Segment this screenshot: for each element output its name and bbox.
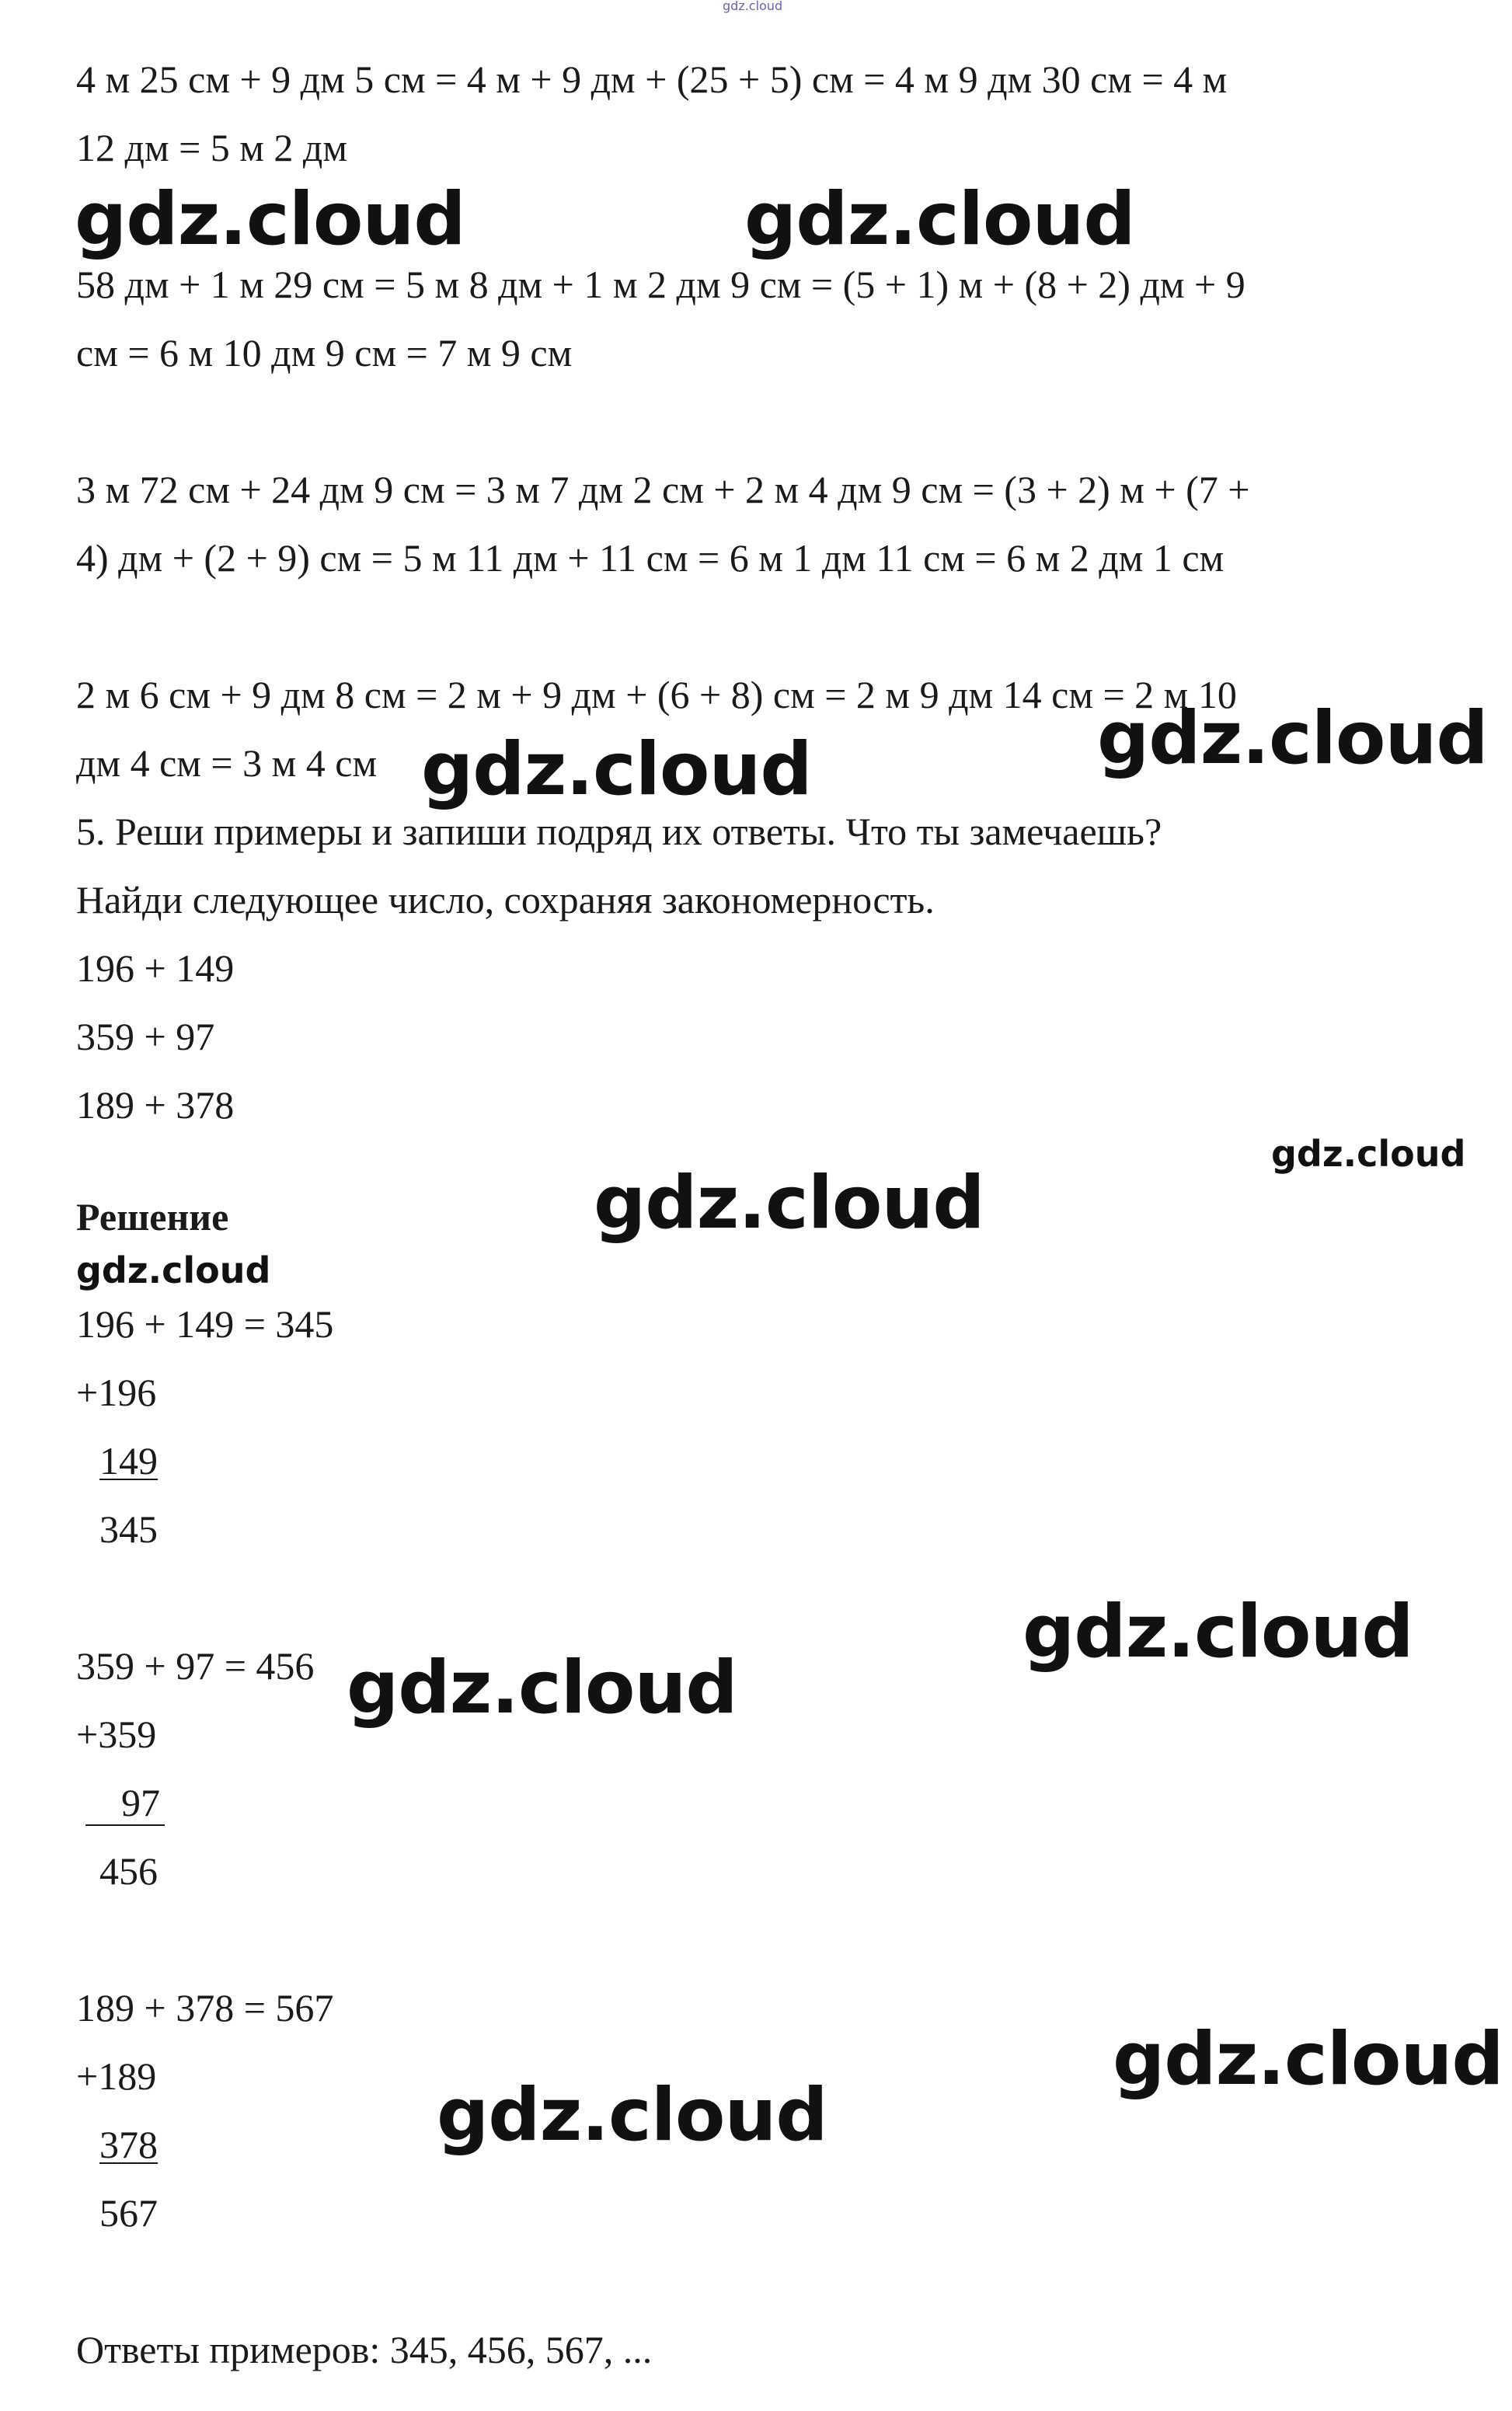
- header-watermark: gdz.cloud: [723, 0, 783, 13]
- solution-heading: Решение: [76, 1195, 229, 1239]
- block4-line1: 2 м 6 см + 9 дм 8 см = 2 м + 9 дм + (6 + 8) см = 2 м 9 дм 14 см = 2 м 10: [76, 673, 1237, 716]
- task-example-1: 196 + 149: [76, 946, 235, 990]
- watermark: gdz.cloud: [76, 1249, 271, 1291]
- watermark: gdz.cloud: [1271, 1133, 1466, 1175]
- block4-line2: дм 4 см = 3 м 4 см: [76, 741, 378, 785]
- task-title: 5. Реши примеры и запиши подряд их ответы. Что ты замечаешь?: [76, 810, 1162, 853]
- calc3-top: +189: [76, 2054, 157, 2098]
- block3-line1: 3 м 72 см + 24 дм 9 см = 3 м 7 дм 2 см + 2 м 4 дм 9 см = (3 + 2) м + (7 +: [76, 468, 1250, 511]
- calc3-second: 378: [99, 2123, 158, 2166]
- calc2-second: 97: [121, 1781, 160, 1824]
- watermark: gdz.cloud: [347, 1646, 737, 1730]
- calc2-top: +359: [76, 1712, 157, 1756]
- watermark: gdz.cloud: [75, 177, 465, 262]
- block1-line1: 4 м 25 см + 9 дм 5 см = 4 м + 9 дм + (25 + 5) см = 4 м 9 дм 30 см = 4 м: [76, 57, 1228, 101]
- watermark: gdz.cloud: [1113, 2017, 1503, 2102]
- calc1-result: 345: [99, 1507, 158, 1551]
- watermark: gdz.cloud: [744, 177, 1135, 262]
- watermark: gdz.cloud: [1097, 696, 1488, 781]
- calc1-equation: 196 + 149 = 345: [76, 1302, 334, 1346]
- calc2-result: 456: [99, 1849, 158, 1893]
- answer-line: Ответы примеров: 345, 456, 567, ...: [76, 2328, 653, 2371]
- watermark: gdz.cloud: [1023, 1590, 1413, 1674]
- block1-line2: 12 дм = 5 м 2 дм: [76, 126, 347, 169]
- task-example-3: 189 + 378: [76, 1083, 235, 1127]
- watermark: gdz.cloud: [421, 727, 812, 812]
- block3-line2: 4) дм + (2 + 9) см = 5 м 11 дм + 11 см = 6 м 1 дм 11 см = 6 м 2 дм 1 см: [76, 536, 1225, 580]
- task-instruction: Найди следующее число, сохраняя закономерность.: [76, 878, 935, 922]
- calc1-top: +196: [76, 1371, 157, 1414]
- calc3-equation: 189 + 378 = 567: [76, 1986, 334, 2029]
- watermark: gdz.cloud: [594, 1161, 984, 1246]
- block2-line2: см = 6 м 10 дм 9 см = 7 м 9 см: [76, 331, 573, 375]
- calc3-result: 567: [99, 2191, 158, 2235]
- watermark: gdz.cloud: [437, 2073, 827, 2158]
- calc2-equation: 359 + 97 = 456: [76, 1644, 315, 1688]
- task-example-2: 359 + 97: [76, 1015, 215, 1058]
- block2-line1: 58 дм + 1 м 29 см = 5 м 8 дм + 1 м 2 дм 9 см = (5 + 1) м + (8 + 2) дм + 9: [76, 263, 1245, 306]
- calc1-second: 149: [99, 1439, 158, 1482]
